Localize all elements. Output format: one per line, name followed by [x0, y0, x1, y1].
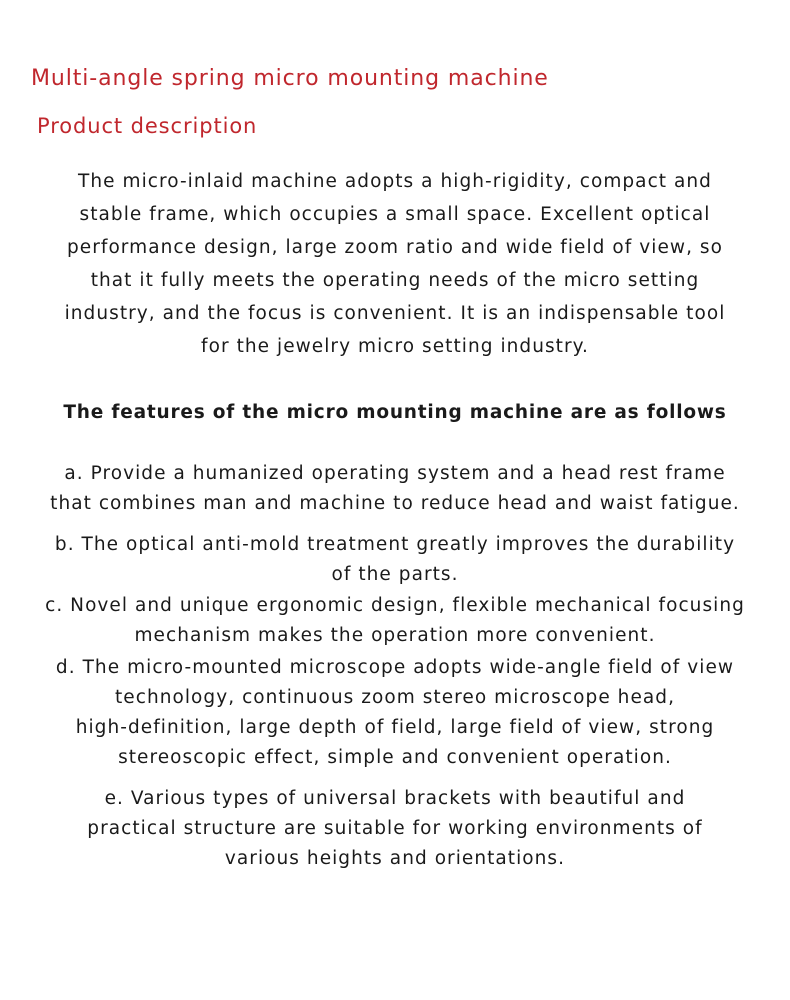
feature-line: practical structure are suitable for working environments of — [87, 818, 703, 839]
features-heading: The features of the micro mounting machine are as follows — [63, 402, 727, 423]
feature-line: stereoscopic effect, simple and convenient operation. — [118, 747, 672, 768]
intro-line: The micro-inlaid machine adopts a high-rigidity, compact and — [78, 171, 712, 192]
feature-line: that combines man and machine to reduce head and waist fatigue. — [50, 493, 740, 514]
feature-line: d. The micro-mounted microscope adopts wide-angle field of view — [55, 657, 735, 678]
intro-line: performance design, large zoom ratio and wide field of view, so — [67, 237, 723, 258]
feature-line: of the parts. — [331, 564, 459, 585]
intro-paragraph — [0, 165, 790, 363]
feature-line: c. Novel and unique ergonomic design, flexible mechanical focusing — [45, 595, 745, 616]
page-title: Multi-angle spring micro mounting machine — [31, 66, 549, 91]
feature-item-e — [0, 784, 790, 874]
feature-item-b — [0, 530, 790, 590]
intro-line: for the jewelry micro setting industry. — [201, 336, 589, 357]
feature-item-a — [0, 459, 790, 519]
feature-item-c — [0, 591, 790, 651]
feature-item-d — [0, 653, 790, 773]
intro-line: stable frame, which occupies a small space. Excellent optical — [79, 204, 711, 225]
feature-line: technology, continuous zoom stereo microscope head, — [114, 687, 675, 708]
feature-line: mechanism makes the operation more convenient. — [134, 625, 656, 646]
feature-line: various heights and orientations. — [224, 848, 566, 869]
section-subtitle: Product description — [37, 114, 258, 138]
feature-line: e. Various types of universal brackets with beautiful and — [104, 788, 686, 809]
intro-line: industry, and the focus is convenient. It is an indispensable tool — [64, 303, 726, 324]
feature-line: a. Provide a humanized operating system and a head rest frame — [64, 463, 726, 484]
intro-line: that it fully meets the operating needs of the micro setting — [90, 270, 700, 291]
feature-line: high-definition, large depth of field, large field of view, strong — [75, 717, 715, 738]
feature-line: b. The optical anti-mold treatment greatly improves the durability — [54, 534, 736, 555]
